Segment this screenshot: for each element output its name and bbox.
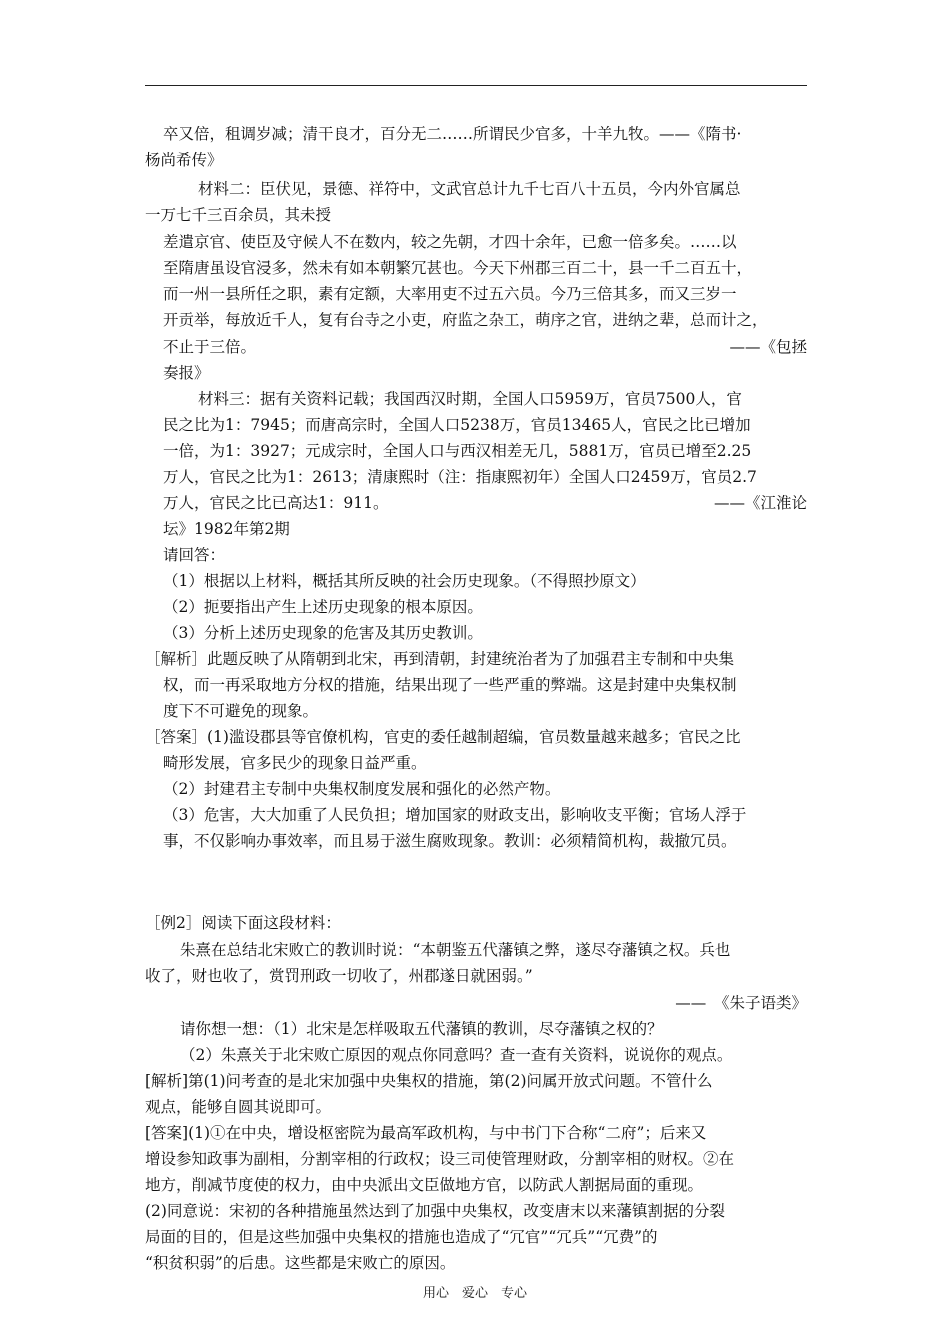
analysis-line: ［解析］此题反映了从隋朝到北宋，再到清朝，封建统治者为了加强君主专制和中央集 <box>145 650 735 668</box>
answer-line: （3）危害，大大加重了人民负担；增加国家的财政支出，影响收支平衡；官场人浮于 <box>163 806 747 824</box>
page-footer: 用心 爱心 专心 <box>422 1286 527 1301</box>
text-line: 坛》1982年第2期 <box>163 520 290 538</box>
analysis-line: 观点，能够自圆其说即可。 <box>145 1098 332 1116</box>
citation: ——《包拯 <box>729 338 807 356</box>
answer-line: 增设参知政事为副相，分割宰相的行政权；设三司使管理财政，分割宰相的财权。②在 <box>145 1150 735 1168</box>
text-line: 不止于三倍。 <box>163 338 257 356</box>
question-item: （2）朱熹关于北宋败亡原因的观点你同意吗？查一查有关资料，说说你的观点。 <box>180 1046 733 1064</box>
question-item: （1）根据以上材料，概括其所反映的社会历史现象。（不得照抄原文） <box>163 572 646 590</box>
answer-line: 畸形发展，官多民少的现象日益严重。 <box>163 754 427 772</box>
header-rule <box>145 85 807 86</box>
text-line: 一倍，为1：3927；元成宗时，全国人口与西汉相差无几，5881万，官员已增至2.25 <box>163 442 752 460</box>
example-heading: ［例2］阅读下面这段材料： <box>145 914 341 932</box>
text-line: 材料三：据有关资料记载；我国西汉时期，全国人口5959万，官员7500人，官 <box>198 390 742 408</box>
answer-line: 地方，削减节度使的权力，由中央派出文臣做地方官，以防武人割据局面的重现。 <box>145 1176 704 1194</box>
answer-line: 事，不仅影响办事效率，而且易于滋生腐败现象。教训：必须精简机构，裁撤冗员。 <box>163 832 737 850</box>
question-item: 请你想一想：（1）北宋是怎样吸取五代藩镇的教训，尽夺藩镇之权的？ <box>180 1020 663 1038</box>
question-item: （3）分析上述历史现象的危害及其历史教训。 <box>163 624 483 642</box>
analysis-line: 度下不可避免的现象。 <box>163 702 319 720</box>
text-line: 奏报》 <box>163 364 210 382</box>
text-line: 开贡举，每放近千人，复有台寺之小吏，府监之杂工，萌序之官，进纳之辈，总而计之， <box>163 311 768 329</box>
citation: —— 《朱子语类》 <box>675 994 807 1012</box>
analysis-line: [解析]第(1)问考查的是北宋加强中央集权的措施，第(2)问属开放式问题。不管什么 <box>145 1072 713 1090</box>
text-line: 收了，财也收了，赏罚刑政一切收了，州郡遂日就困弱。” <box>145 967 533 985</box>
text-line: 卒又倍，租调岁减；清干良才，百分无二……所谓民少官多，十羊九牧。——《隋书· <box>163 125 742 143</box>
text-line: 民之比为1：7945；而唐高宗时，全国人口5238万，官员13465人，官民之比已增加 <box>163 416 751 434</box>
answer-line: (2)同意说：宋初的各种措施虽然达到了加强中央集权，改变唐末以来藩镇割据的分裂 <box>145 1202 725 1220</box>
answer-line: （2）封建君主专制中央集权制度发展和强化的必然产物。 <box>163 780 561 798</box>
text-line: 请回答： <box>163 546 226 564</box>
text-line: 而一州一县所任之职，素有定额，大率用吏不过五六员。今乃三倍其多，而又三岁一 <box>163 285 737 303</box>
text-line: 至隋唐虽设官浸多，然未有如本朝繁冗甚也。今天下州郡三百二十，县一千二百五十， <box>163 259 753 277</box>
text-line: 材料二：臣伏见，景德、祥符中，文武官总计九千七百八十五员，今内外官属总 <box>198 180 741 198</box>
citation: ——《江淮论 <box>713 494 807 512</box>
answer-line: 局面的目的，但是这些加强中央集权的措施也造成了“冗官”“冗兵”“冗费”的 <box>145 1228 658 1246</box>
text-line: 差遣京官、使臣及守候人不在数内，较之先朝，才四十余年，已愈一倍多矣。……以 <box>163 233 737 251</box>
text-line: 万人，官民之比为1：2613；清康熙时（注：指康熙初年）全国人口2459万，官员2.7 <box>163 468 757 486</box>
text-line: 万人，官民之比已高达1：911。 <box>163 494 389 512</box>
text-line: 一万七千三百余员，其未授 <box>145 206 332 224</box>
answer-line: [答案](1)①在中央，增设枢密院为最高军政机构，与中书门下合称“二府”；后来又 <box>145 1124 707 1142</box>
question-item: （2）扼要指出产生上述历史现象的根本原因。 <box>163 598 483 616</box>
analysis-line: 权，而一再采取地方分权的措施，结果出现了一些严重的弊端。这是封建中央集权制 <box>163 676 737 694</box>
text-line: 杨尚希传》 <box>145 151 223 169</box>
text-line: 朱熹在总结北宋败亡的教训时说：“本朝鉴五代藩镇之弊，遂尽夺藩镇之权。兵也 <box>180 941 731 959</box>
answer-line: “积贫积弱”的后患。这些都是宋败亡的原因。 <box>145 1254 456 1272</box>
answer-line: ［答案］(1)滥设郡县等官僚机构，官吏的委任越制超编，官员数量越来越多；官民之比 <box>145 728 741 746</box>
